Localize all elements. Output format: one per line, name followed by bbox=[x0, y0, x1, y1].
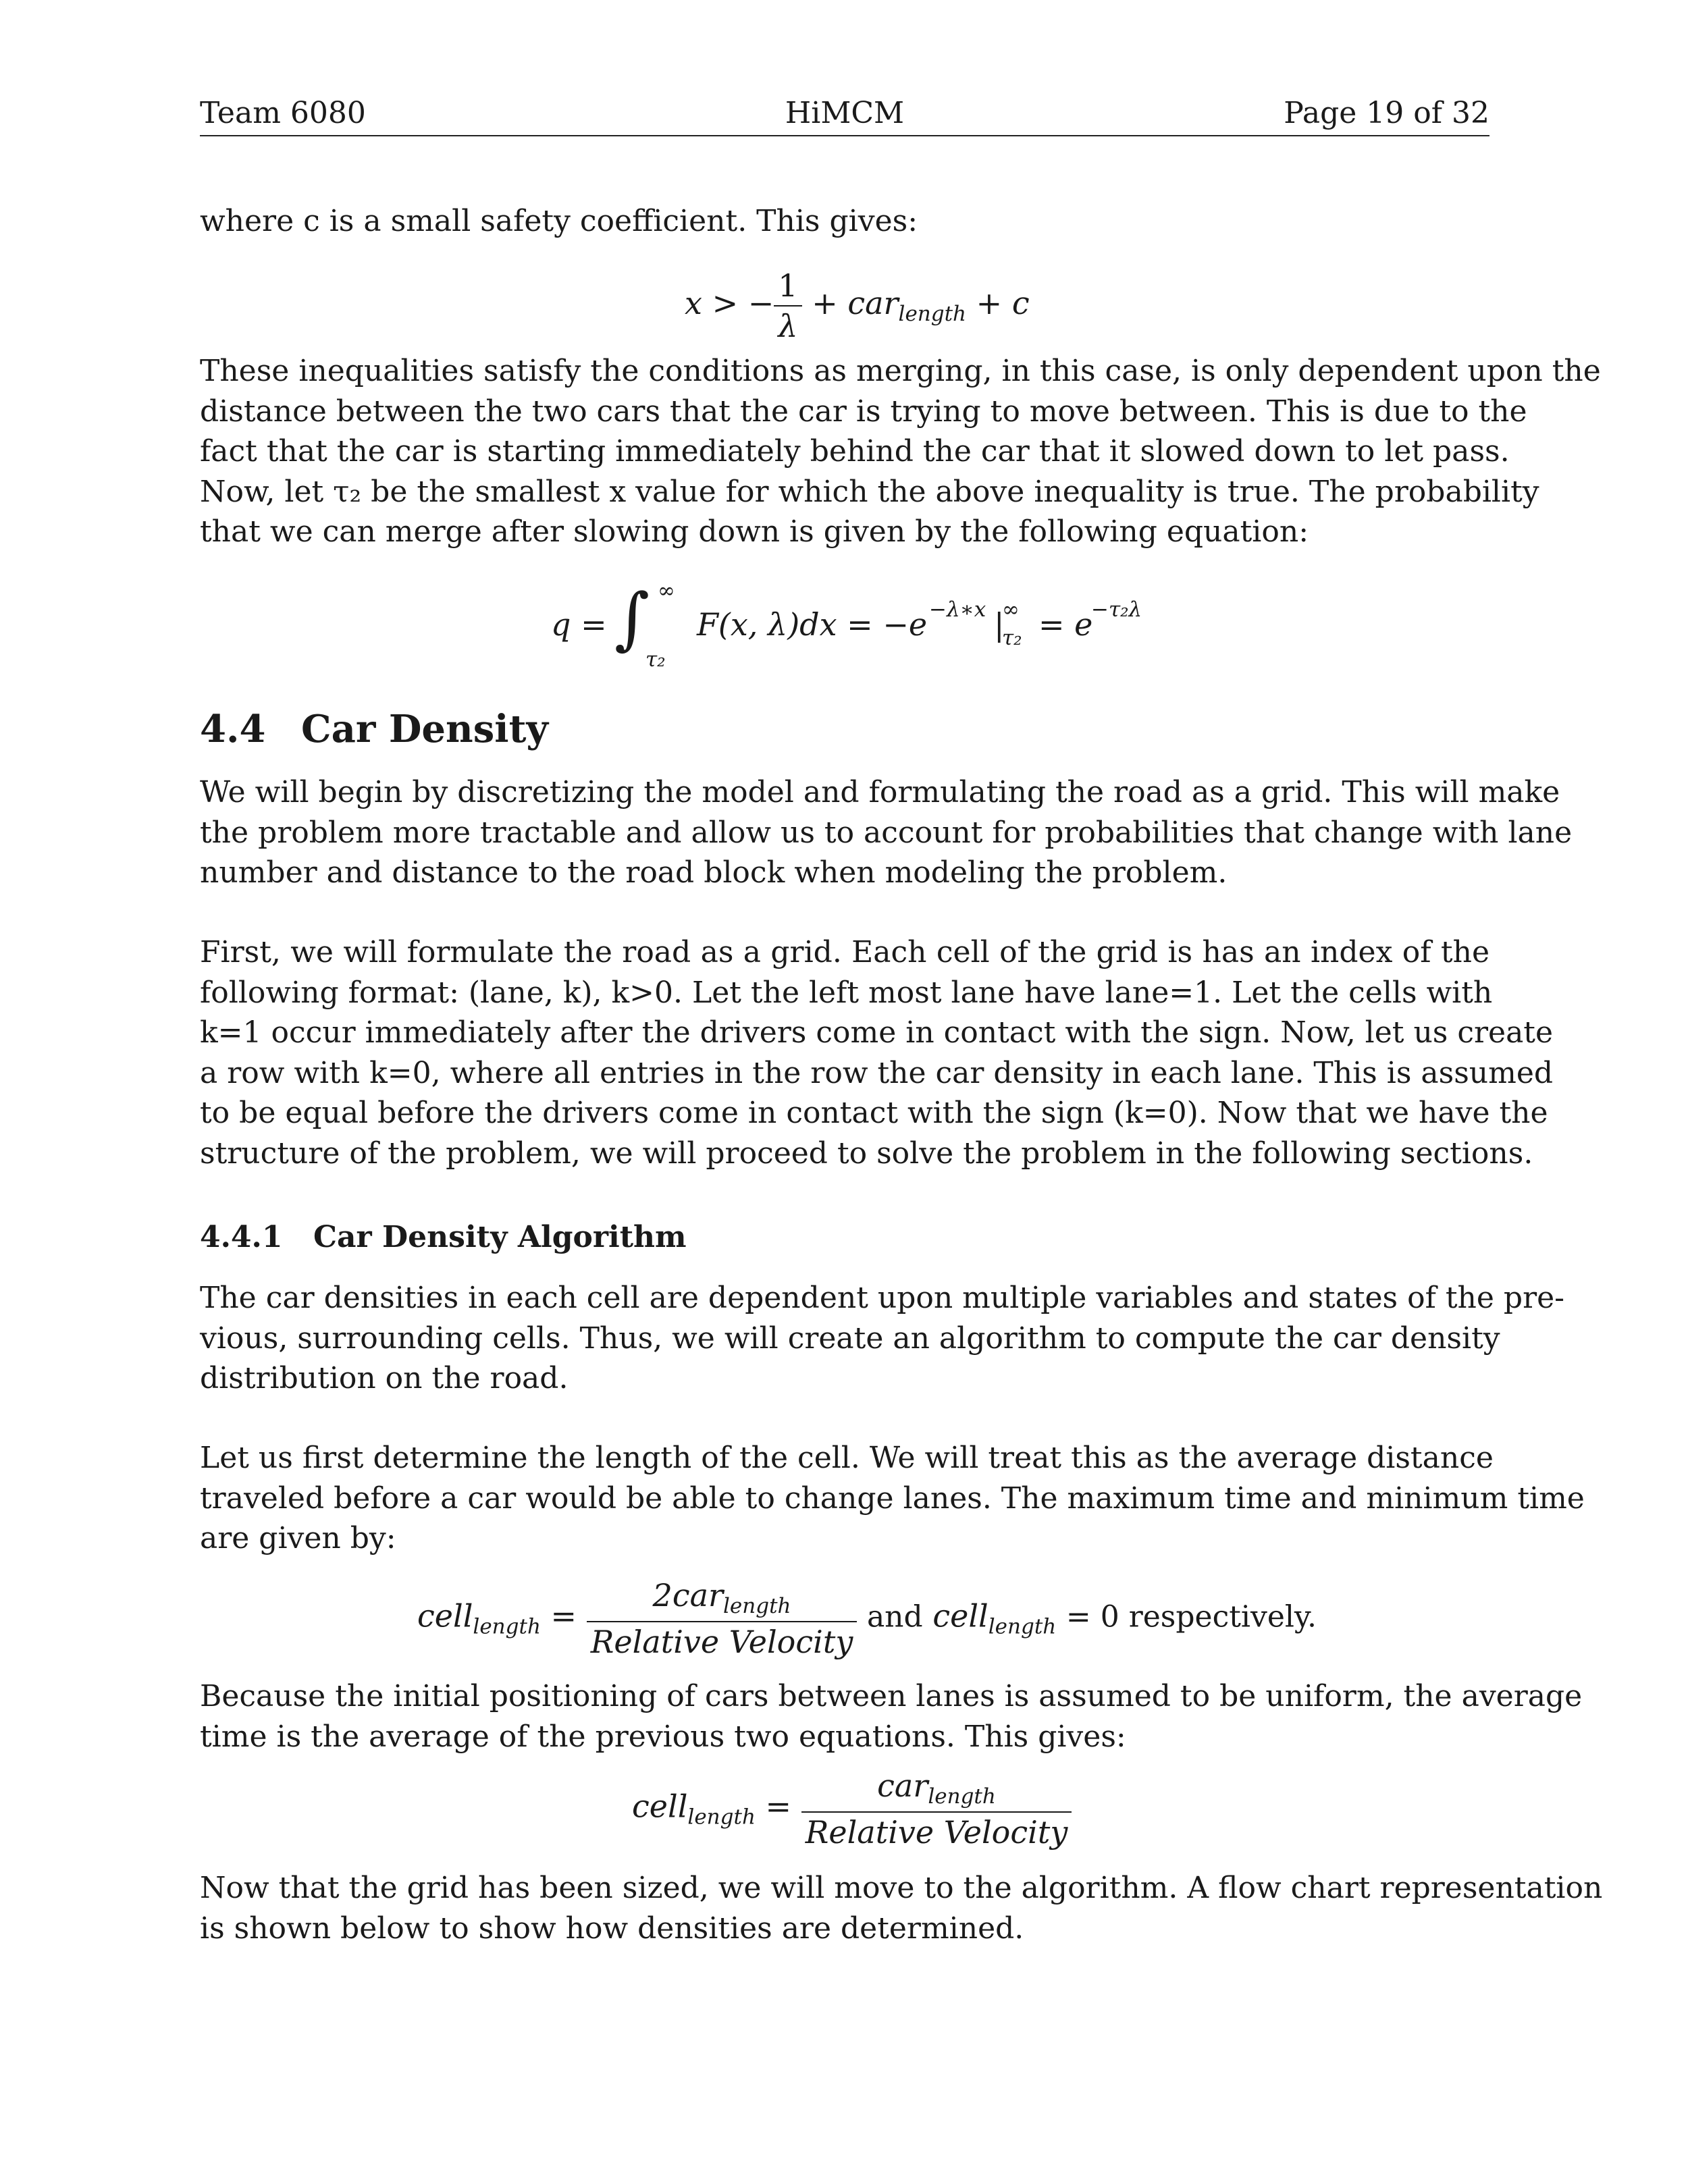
equation-cell-length-max-min: cell$_{length}$ = $\frac{2car_{length}}{\text{Relative Velocity}}$ and cell$_{length}$ = 0 respectively. bbox=[417, 1577, 1317, 1660]
header-team: Team 6080 bbox=[200, 96, 366, 130]
text-line: is shown below to show how densities are determined. bbox=[200, 1911, 1024, 1946]
paragraph-algorithm bbox=[200, 1278, 1565, 1399]
text-line: time is the average of the previous two equations. This gives: bbox=[200, 1719, 1126, 1754]
section-heading bbox=[200, 705, 548, 753]
text-line: k=1 occur immediately after the drivers come in contact with the sign. Now, let us create bbox=[200, 1015, 1554, 1050]
text-line: Now that the grid has been sized, we will move to the algorithm. A flow chart representation bbox=[200, 1871, 1603, 1905]
section-number: 4.4 bbox=[200, 707, 266, 751]
paragraph-cell-length bbox=[200, 1438, 1585, 1559]
text-line: the problem more tractable and allow us to account for probabilities that change with lane bbox=[200, 815, 1573, 850]
paragraph-inequalities bbox=[200, 351, 1601, 552]
fraction: $\frac{car_{length}}{\text{Relative Velocity}}$ bbox=[801, 1770, 1072, 1848]
text-line: We will begin by discretizing the model and formulating the road as a grid. This will make bbox=[200, 775, 1560, 809]
paragraph-uniform bbox=[200, 1676, 1583, 1757]
text-line: fact that the car is starting immediately behind the car that it slowed down to let pass. bbox=[200, 434, 1510, 469]
paragraph-flow-chart bbox=[200, 1868, 1603, 1948]
paragraph-grid bbox=[200, 932, 1554, 1173]
intro-paragraph bbox=[200, 201, 1489, 242]
text-line: The car densities in each cell are dependent upon multiple variables and states of the pre- bbox=[200, 1281, 1565, 1315]
text-line: distribution on the road. bbox=[200, 1361, 569, 1395]
subsection-title: Car Density Algorithm bbox=[313, 1220, 687, 1254]
text-line: following format: (lane, k), k>0. Let the left most lane have lane=1. Let the cells with bbox=[200, 975, 1493, 1010]
equation-inequality: x > − $\frac{1}{\lambda}$ + car$_{length}$ + c bbox=[685, 267, 1030, 344]
text-line: that we can merge after slowing down is given by the following equation: bbox=[200, 514, 1309, 549]
equation-cell-length-average: cell$_{length}$ = $\frac{car_{length}}{\text{Relative Velocity}}$ bbox=[632, 1770, 1072, 1848]
page: Team 6080 HiMCM Page 19 of 32 where c is a small safety coefficient. This gives: x > − $\frac{1}{\lambda}$ + car$_{length}$ + c These inequalities satisfy the conditions as merging, in this case, is only dependent upon the distance between the two cars that the car is trying to move between. This is due to the fact that the car is starting immediately behind the car that it slowed down to let pass. Now, let τ₂ be the smallest x value for which the above inequality is true. The probability that we can merge after slowing down is given by the following equation: q = ∫ ∞ τ₂ F(x, λ)dx = −e −λ∗x | ∞ τ₂ = e −τ₂λ 4.4 Car Density We will begin by discretizing the model and formulating the road as a grid. This will make the problem more tractable and allow us to account for probabilities that change with lane number and distance to the road block when modeling the problem. First, we will formulate the road as a grid. Each cell of the grid is has an index of the following format: (lane, k), k>0. Let the left most lane have lane=1. Let the cells with k=1 occur immediately after the drivers come in contact with the sign. Now, let us create a row with k=0, where all entries in the row the car density in each lane. This is assumed to be equal before the drivers come in contact with the sign (k=0). Now that we have the structure of the problem, we will proceed to solve the problem in the following sections. 4.4.1 Car Density Algorithm The car densities in each cell are dependent upon multiple variables and states of the pre- vious, surrounding cells. Thus, we will create an algorithm to compute the car density distribution on the road. Let us first determine the length of the cell. We will treat this as the average distance traveled before a car would be able to change lanes. The maximum time and minimum time are given by: cell$_{length}$ = $\frac{2car_{length}}{\text{Relative Velocity}}$ and cell$_{length}$ = 0 respectively. Because the initial positioning of cars between lanes is assumed to be uniform, the average time is the average of the previous two equations. This gives: cell$_{length}$ = $\frac{car_{length}}{\text{Relative Velocity}}$ Now that the grid has been sized, we will move to the algorithm. A flow chart representation is shown below to show how densities are determined. bbox=[200, 0, 1489, 2184]
integral-sign: ∫ bbox=[614, 579, 650, 658]
text-line: distance between the two cars that the car is trying to move between. This is due to the bbox=[200, 394, 1527, 429]
text-line: Now, let τ₂ be the smallest x value for which the above inequality is true. The probability bbox=[200, 474, 1539, 509]
text-line: are given by: bbox=[200, 1521, 396, 1555]
text-line: number and distance to the road block when modeling the problem. bbox=[200, 855, 1228, 890]
paragraph-discretizing bbox=[200, 772, 1573, 893]
header-title: HiMCM bbox=[785, 96, 905, 130]
header-page-number: Page 19 of 32 bbox=[1284, 96, 1489, 130]
text-line: a row with k=0, where all entries in the row the car density in each lane. This is assumed bbox=[200, 1055, 1554, 1090]
text-line: structure of the problem, we will proceed to solve the problem in the following sections. bbox=[200, 1136, 1533, 1171]
section-title: Car Density bbox=[301, 707, 548, 751]
fraction: $\frac{2car_{length}}{\text{Relative Velocity}}$ bbox=[587, 1580, 858, 1657]
text-line: where c is a small safety coefficient. This gives: bbox=[200, 204, 918, 238]
text-line: traveled before a car would be able to change lanes. The maximum time and minimum time bbox=[200, 1481, 1585, 1516]
text-line: Let us first determine the length of the cell. We will treat this as the average distance bbox=[200, 1441, 1494, 1475]
text-line: These inequalities satisfy the conditions as merging, in this case, is only dependent upon the bbox=[200, 354, 1601, 388]
page-header bbox=[200, 95, 1489, 136]
text-line: vious, surrounding cells. Thus, we will create an algorithm to compute the car density bbox=[200, 1321, 1500, 1356]
fraction: $\frac{1}{\lambda}$ bbox=[774, 270, 801, 342]
text-line: to be equal before the drivers come in contact with the sign (k=0). Now that we have the bbox=[200, 1096, 1548, 1130]
subsection-heading bbox=[200, 1219, 687, 1256]
subsection-number: 4.4.1 bbox=[200, 1220, 283, 1254]
text-line: First, we will formulate the road as a grid. Each cell of the grid is has an index of the bbox=[200, 935, 1489, 969]
text-line: Because the initial positioning of cars between lanes is assumed to be uniform, the average bbox=[200, 1679, 1583, 1713]
